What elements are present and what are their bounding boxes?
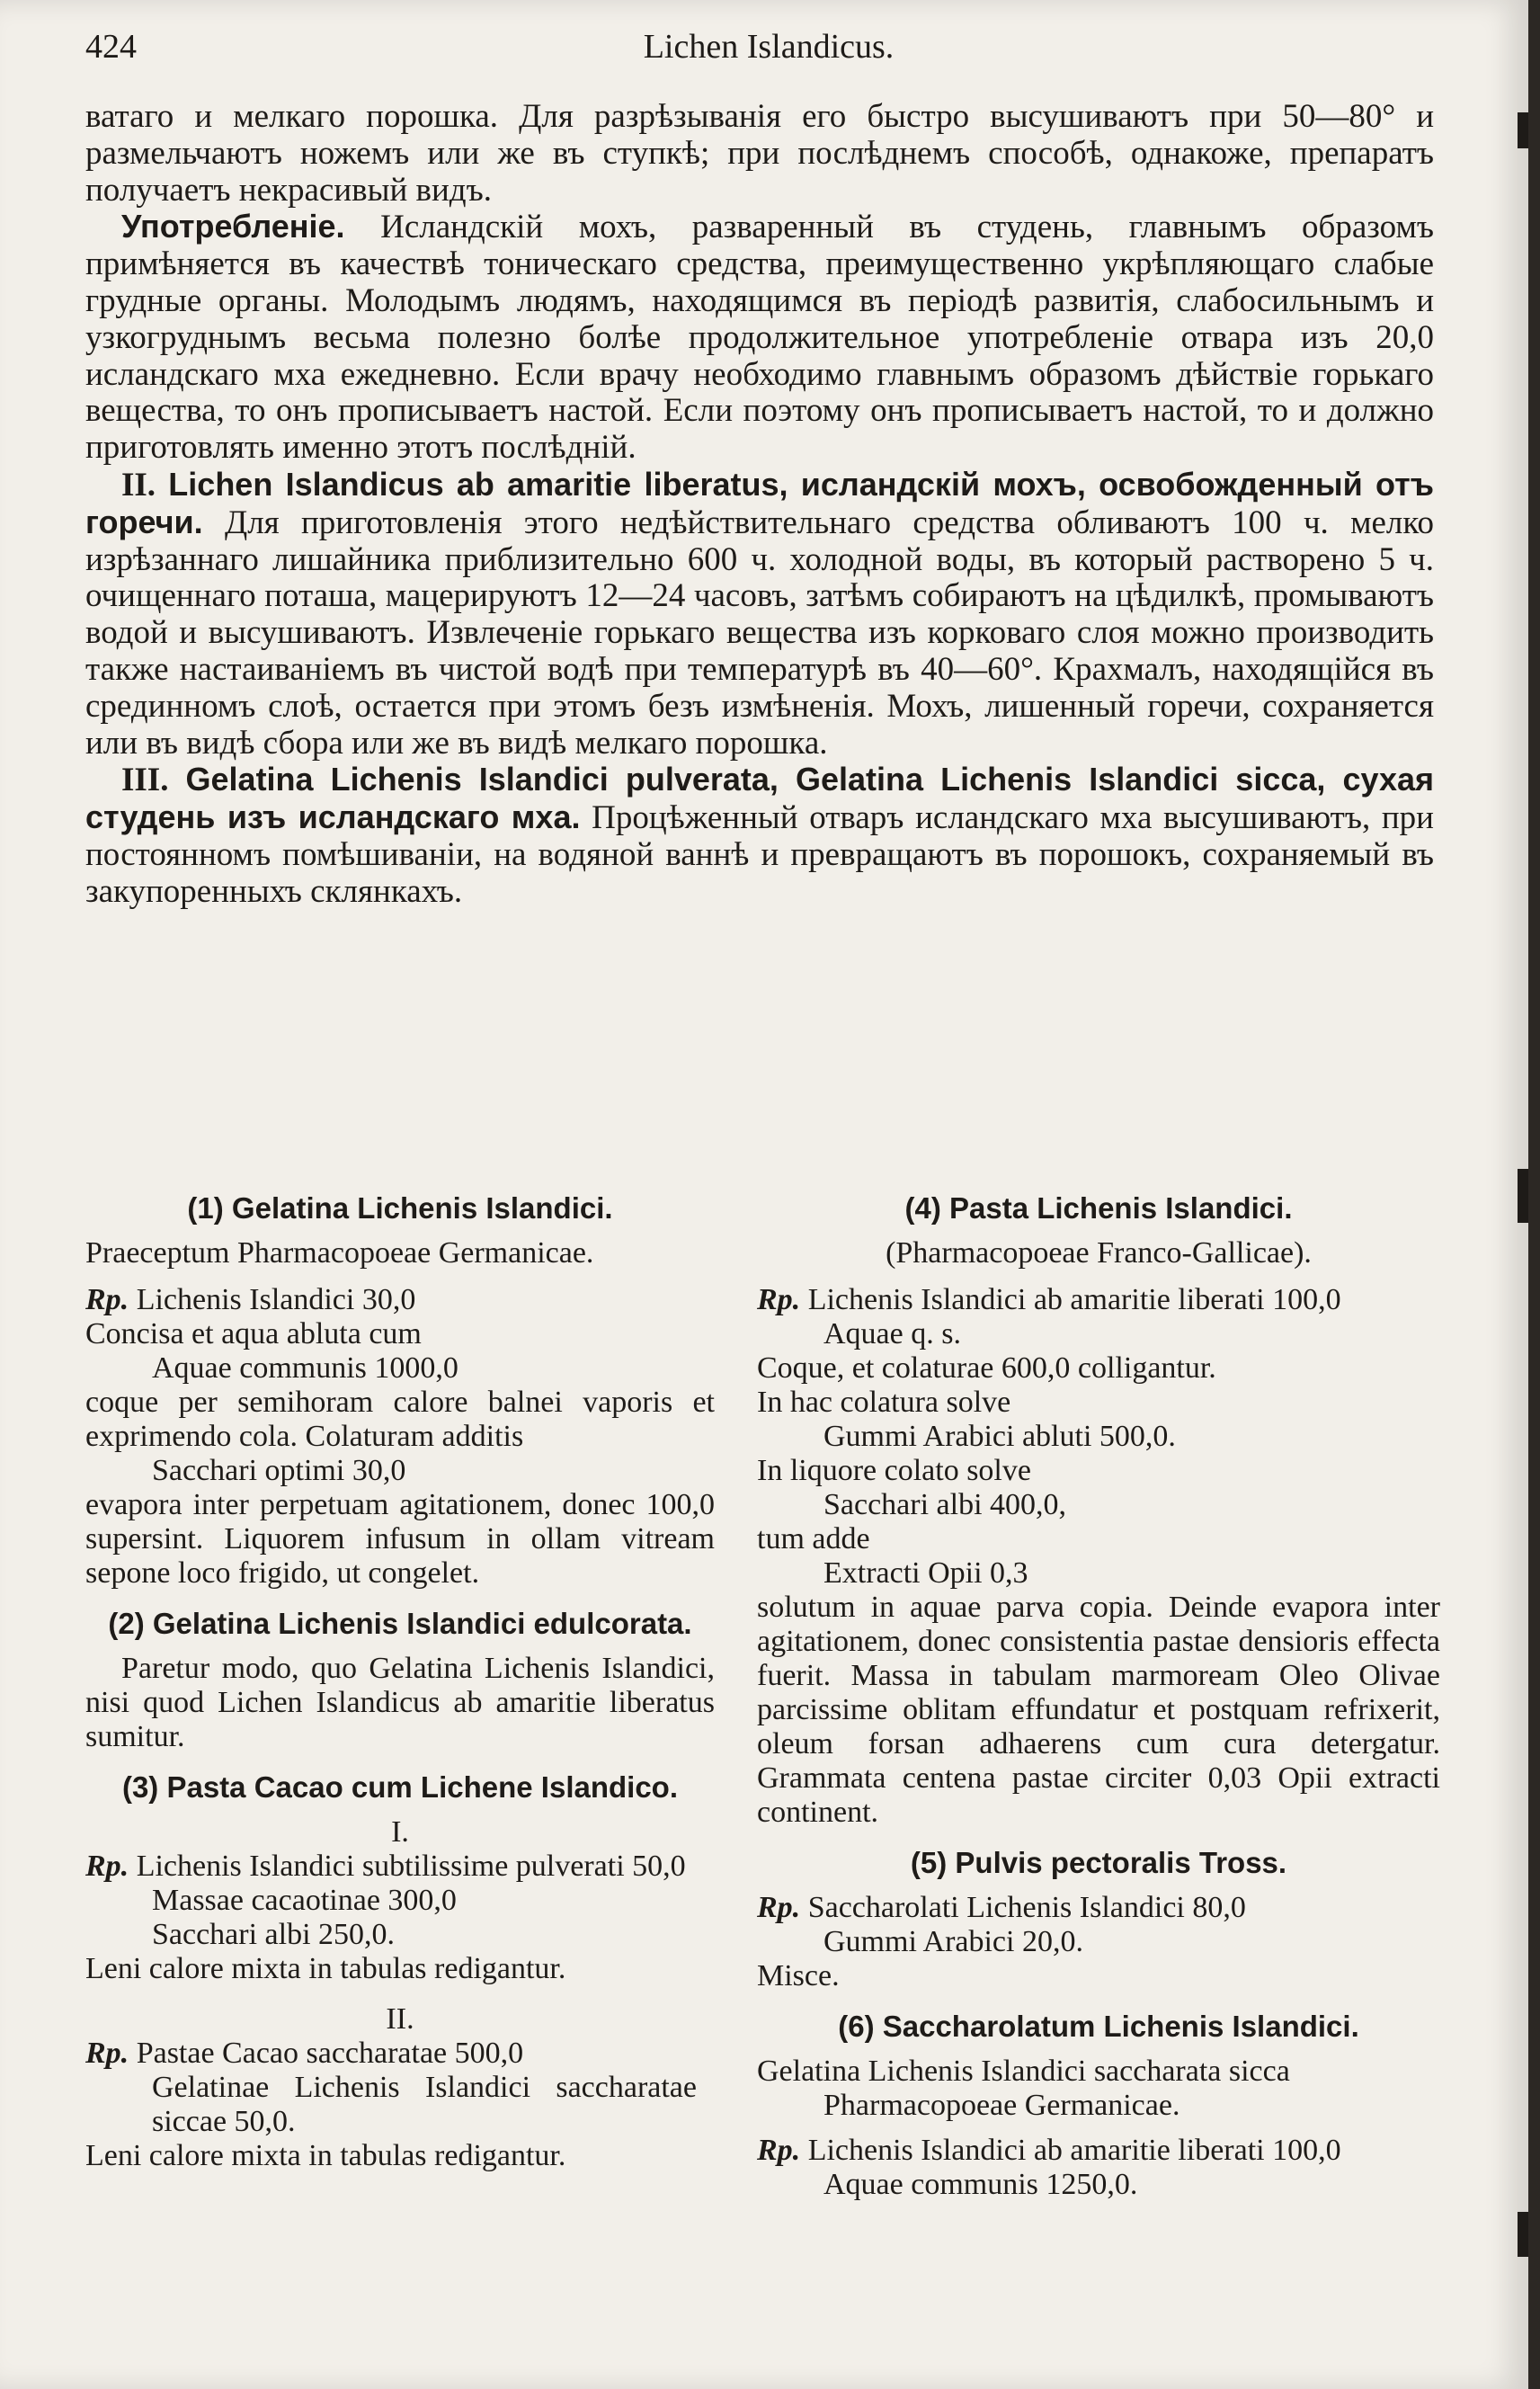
recipe-6-source: Gelatina Lichenis Islandici saccharata sicca [757,2055,1290,2088]
rp-symbol: Rp. [757,1283,801,1316]
recipe-1-line [85,1283,715,1317]
binding-mark [1518,2212,1528,2257]
section-2-heading: Lichen Islandicus ab amaritie liberatus, исландскій мохъ, освобожденный отъ горечи. [85,465,1434,540]
recipe-3-line [85,1850,715,1884]
binding-mark [1518,1169,1528,1223]
recipe-3-title: (3) Pasta Cacao cum Lichene Islandico. [121,1770,679,1804]
recipe-4-ingredient: Lichenis Islandici ab amaritie liberati 100,0 [807,1283,1341,1316]
section-2-text: Для приготовленія этого недѣйствительнаго средства обливаютъ 100 ч. мелко изрѣзаннаго лишайника приблизительно 600 ч. холодной воды, въ который растворено 5 ч. очищеннаго поташа, мацерируютъ 12—24 часовъ, затѣмъ собираютъ на цѣдилкѣ, промываютъ водой и высушиваютъ. Извлеченіе горькаго вещества изъ корковаго слоя можно производить также настаиваніемъ въ чистой водѣ при температурѣ въ 40—60°. Крахмалъ, находящійся въ срединномъ слоѣ, остается при этомъ безъ измѣненія. Мохъ, лишенный горечи, сохраняется или въ видѣ сбора или же въ видѣ мелкаго порошка. [85,504,1434,762]
recipe-1-ingredient: Aquae communis 1000,0 [152,1351,458,1385]
left-column [85,1191,715,2173]
usage-text: Исландскій мохъ, разваренный въ студень, главнымъ образомъ примѣняется въ качествѣ тоническаго средства, преимущественно укрѣпляющаго слабые грудные органы. Молодымъ людямъ, находящимся въ періодѣ развитія, слабосильнымъ и узкогруднымъ весьма полезно болѣе продолжительное употребленіе отвара изъ 20,0 исландскаго мха ежедневно. Если врачу необходимо главнымъ образомъ дѣйствіе горькаго вещества, то онъ прописываетъ настой. Если поэтому онъ прописываетъ настой, то и должно приготовлять именно этотъ послѣдній. [85,209,1434,467]
recipe-3-ingredient: Sacchari albi 250,0. [152,1918,396,1951]
recipe-6-title: (6) Saccharolatum Lichenis Islandici. [838,2010,1359,2043]
recipe-1-title: (1) Gelatina Lichenis Islandici. [187,1191,613,1225]
recipe-3-variant-2: II. [386,2002,414,2036]
recipe-4-title: (4) Pasta Lichenis Islandici. [904,1191,1293,1225]
paragraph-usage [85,209,1434,467]
rp-symbol: Rp. [85,2037,129,2070]
recipe-4-ingredient: Gummi Arabici abluti 500,0. [823,1420,1176,1453]
section-3-heading: Gelatina Lichenis Islandici pulverata, Gelatina Lichenis Islandici sicca, сухая студень изъ исландскаго мха. [85,761,1434,836]
recipe-4-instructions: solutum in aquae parva copia. Deinde evapora inter agitationem, donec consistentia pastae densioris effecta fuerit. Massa in tabulam marmoream Oleo Olivae parcissime oblitam effundatur et postquam refrixerit, oleum forsan adhaerens cum cura detergatur. Grammata centena pastae circiter 0,03 Opii extracti continent. [757,1591,1440,1829]
recipe-4-instructions: Coque, et colaturae 600,0 colligantur. [757,1351,1216,1385]
page-header [85,27,1452,72]
recipe-5-ingredient: Gummi Arabici 20,0. [823,1925,1083,1958]
recipe-4-ingredient: Aquae q. s. [823,1317,961,1350]
recipe-2-text: Paretur modo, quo Gelatina Lichenis Islandici, nisi quod Lichen Islandicus ab amaritie liberatus sumitur. [85,1652,715,1753]
recipe-4-line [757,1283,1440,1317]
recipe-4-instructions: In liquore colato solve [757,1454,1031,1487]
binding-mark [1518,112,1528,148]
recipe-4-source: (Pharmacopoeae Franco-Gallicae). [886,1236,1312,1270]
recipe-3-ingredient: Pastae Cacao saccharatae 500,0 [136,2037,524,2070]
rp-symbol: Rp. [757,2134,801,2167]
recipe-5-instructions: Misce. [757,1959,840,1992]
running-title: Lichen Islandicus. [643,28,895,66]
recipe-4-ingredient: Sacchari albi 400,0, [823,1488,1067,1521]
section-2-numeral: II. [121,466,156,504]
recipe-3-ingredient: Lichenis Islandici subtilissime pulveratі 50,0 [136,1850,686,1883]
recipe-1-ingredient: Sacchari optimi 30,0 [152,1454,406,1487]
recipe-5-ingredient: Saccharolati Lichenis Islandici 80,0 [807,1891,1246,1924]
paragraph-1: ватаго и мелкаго порошка. Для разрѣзыванія его быстро высушиваютъ при 50—80° и размельчаютъ ножемъ или же въ ступкѣ; при послѣднемъ способѣ, однакоже, препаратъ получаетъ некрасивый видъ. [85,98,1434,209]
recipe-1-source: Praeceptum Pharmacopoeae Germanicae. [85,1236,594,1270]
recipe-4-instructions: In hac colatura solve [757,1386,1011,1419]
recipe-3-ingredient: Gelatinae Lichenis Islandici saccharatae siccae 50,0. [152,2071,697,2138]
right-column [757,1191,1440,2202]
section-3-numeral: III. [121,762,169,799]
section-3-text: Процѣженный отваръ исландскаго мха высушиваютъ, при постоянномъ помѣшиваніи, на водяной ваннѣ и превращаютъ въ порошокъ, сохраняемый въ закупоренныхъ склянкахъ. [85,799,1434,910]
recipe-5-line [757,1891,1440,1925]
main-text [85,99,1434,911]
recipe-2-title: (2) Gelatina Lichenis Islandici edulcorata. [108,1607,692,1640]
rp-symbol: Rp. [85,1283,129,1316]
paragraph-section-2 [85,467,1434,762]
recipe-4-instructions: tum adde [757,1522,870,1556]
recipe-1-ingredient: Lichenis Islandici 30,0 [136,1283,416,1316]
recipe-3-variant-1: I. [391,1815,409,1849]
recipe-3-instructions: Leni calore mixta in tabulas redigantur. [85,1952,566,1985]
page-edge [1528,0,1540,2389]
recipe-6-source: Pharmacopoeae Germanicae. [823,2089,1180,2122]
recipe-5-title: (5) Pulvis pectoralis Tross. [910,1846,1287,1879]
recipe-1-instructions: evapora inter perpetuam agitationem, donec 100,0 supersint. Liquorem infusum in ollam vitream sepone loco frigido, ut congelet. [85,1488,715,1590]
recipe-4-ingredient: Extracti Opii 0,3 [823,1556,1028,1590]
rp-symbol: Rp. [757,1891,801,1924]
recipe-3-instructions: Leni calore mixta in tabulas redigantur. [85,2139,566,2172]
recipe-3-line [85,2037,715,2071]
paragraph-section-3 [85,762,1434,910]
recipe-3-ingredient: Massae cacaotinae 300,0 [152,1884,457,1917]
recipe-1-instructions: coque per semihoram calore balnei vaporis et exprimendo cola. Colaturam additis [85,1386,715,1453]
usage-heading: Употребленіе. [121,208,345,245]
rp-symbol: Rp. [85,1850,129,1883]
recipe-1-line: Concisa et aqua abluta cum [85,1317,422,1350]
recipe-6-ingredient: Lichenis Islandici ab amaritie liberati 100,0 [807,2134,1341,2167]
page-number: 424 [85,28,137,66]
recipe-6-ingredient: Aquae communis 1250,0. [823,2168,1138,2201]
recipe-6-line [757,2134,1440,2168]
